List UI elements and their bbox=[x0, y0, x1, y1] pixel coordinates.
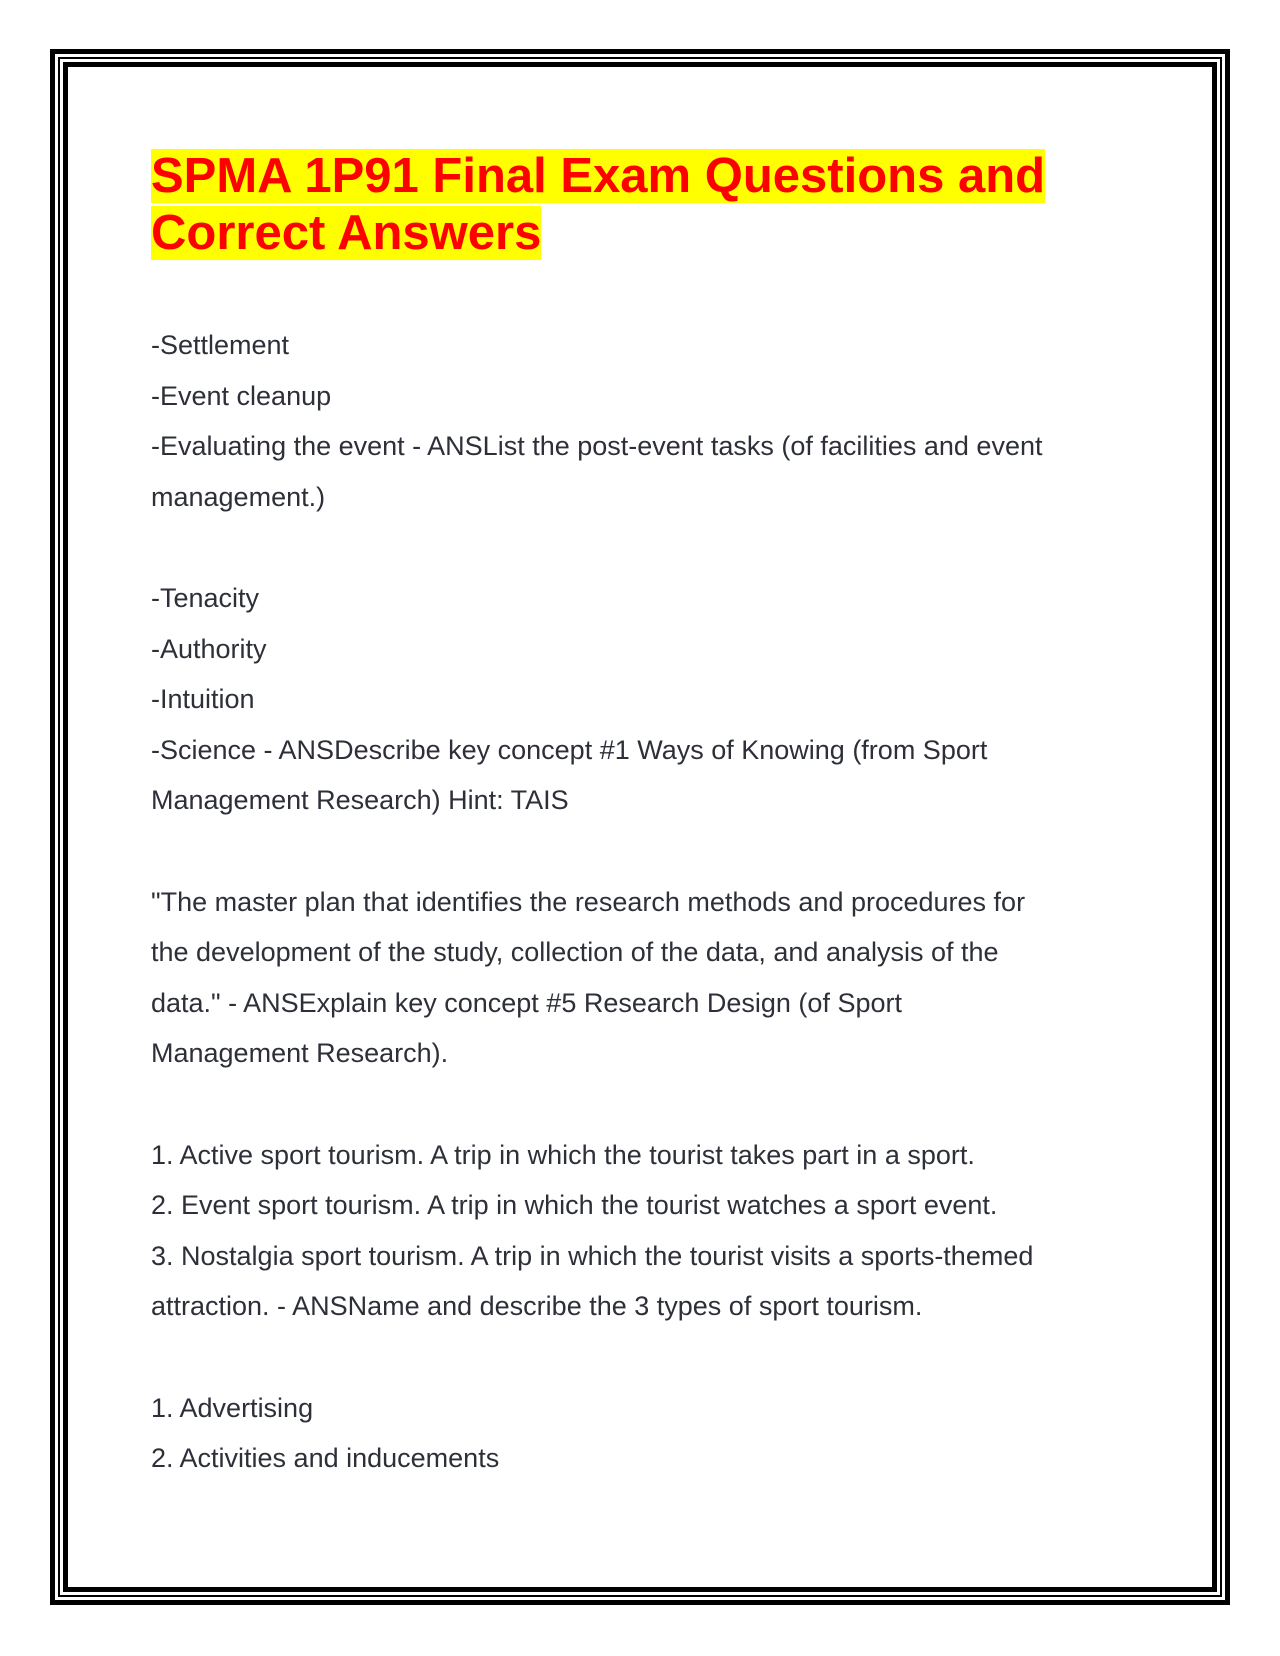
qa-entry bbox=[151, 1130, 1141, 1332]
qa-entry-line: Management Research). bbox=[151, 1038, 449, 1068]
qa-entry-line: attraction. - ANSName and describe the 3 types of sport tourism. bbox=[151, 1291, 923, 1321]
qa-entry-line: -Tenacity bbox=[151, 583, 260, 613]
document-title-line-2: Correct Answers bbox=[151, 206, 542, 260]
qa-entry bbox=[151, 320, 1141, 522]
qa-entry-line: 2. Activities and inducements bbox=[151, 1443, 500, 1473]
document-content bbox=[151, 148, 1141, 1535]
document-title bbox=[151, 148, 1141, 262]
qa-entry bbox=[151, 877, 1141, 1079]
qa-entry bbox=[151, 1383, 1141, 1484]
qa-entry-line: "The master plan that identifies the research methods and procedures for bbox=[151, 886, 1026, 917]
document-title-line-1: SPMA 1P91 Final Exam Questions and bbox=[151, 149, 1046, 203]
qa-entry-line: data." - ANSExplain key concept #5 Research Design (of Sport bbox=[151, 987, 902, 1018]
qa-entry-line: -Intuition bbox=[151, 684, 255, 714]
qa-entry-line: 2. Event sport tourism. A trip in which the tourist watches a sport event. bbox=[151, 1190, 998, 1220]
qa-entry-line: 1. Active sport tourism. A trip in which the tourist takes part in a sport. bbox=[151, 1139, 975, 1170]
qa-entry-line: -Science - ANSDescribe key concept #1 Ways of Knowing (from Sport bbox=[151, 734, 988, 765]
qa-entry-line: -Event cleanup bbox=[151, 380, 332, 411]
qa-entry-line: 1. Advertising bbox=[151, 1392, 314, 1423]
qa-entry-line: management.) bbox=[151, 481, 326, 512]
qa-entry-line: -Evaluating the event - ANSList the post-event tasks (of facilities and event bbox=[151, 431, 1043, 461]
qa-entry-line: -Authority bbox=[151, 633, 267, 664]
question-answer-list bbox=[151, 320, 1141, 1484]
qa-entry-line: the development of the study, collection of the data, and analysis of the bbox=[151, 937, 999, 967]
qa-entry-line: -Settlement bbox=[151, 330, 290, 360]
qa-entry-line: 3. Nostalgia sport tourism. A trip in which the tourist visits a sports-themed bbox=[151, 1240, 1034, 1271]
qa-entry bbox=[151, 573, 1141, 826]
qa-entry-line: Management Research) Hint: TAIS bbox=[151, 785, 569, 815]
